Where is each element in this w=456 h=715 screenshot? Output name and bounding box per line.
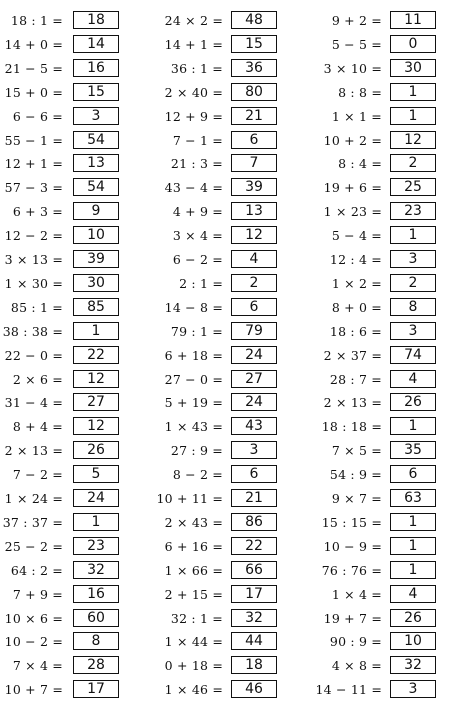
exercise-row <box>300 201 440 225</box>
exercise-expression: 12 + 9 = <box>164 108 223 124</box>
answer-box[interactable]: 1 <box>390 513 436 531</box>
exercise-expression: 2 + 15 = <box>164 586 223 602</box>
exercise-row <box>300 153 440 177</box>
answer-box[interactable]: 23 <box>390 202 436 220</box>
exercise-row <box>0 130 121 154</box>
exercise-expression: 21 − 5 = <box>4 60 63 76</box>
exercise-expression: 15 : 15 = <box>321 514 382 530</box>
exercise-row <box>0 369 121 393</box>
answer-box[interactable]: 6 <box>231 298 277 316</box>
answer-box[interactable]: 14 <box>73 35 119 53</box>
exercise-row <box>148 536 280 560</box>
exercise-row <box>148 321 280 345</box>
exercise-expression: 8 + 0 = <box>331 299 382 315</box>
exercise-expression: 79 : 1 = <box>170 323 223 339</box>
answer-box[interactable]: 85 <box>73 298 119 316</box>
exercise-row <box>300 464 440 488</box>
exercise-row <box>148 584 280 608</box>
answer-box[interactable]: 30 <box>73 274 119 292</box>
answer-box[interactable]: 23 <box>73 537 119 555</box>
answer-box[interactable]: 24 <box>231 346 277 364</box>
exercise-expression: 10 + 7 = <box>4 682 63 698</box>
answer-box[interactable]: 24 <box>231 393 277 411</box>
exercise-row <box>0 440 121 464</box>
exercise-row <box>0 273 121 297</box>
exercise-row <box>300 345 440 369</box>
exercise-expression: 1 × 44 = <box>164 634 223 650</box>
exercise-row <box>148 464 280 488</box>
answer-box[interactable]: 7 <box>231 154 277 172</box>
exercise-row <box>148 82 280 106</box>
answer-box[interactable]: 36 <box>231 59 277 77</box>
exercise-row <box>300 82 440 106</box>
exercise-row <box>0 392 121 416</box>
exercise-expression: 10 × 6 = <box>4 610 63 626</box>
answer-box[interactable]: 6 <box>231 131 277 149</box>
answer-box[interactable]: 24 <box>73 489 119 507</box>
exercise-row <box>0 321 121 345</box>
answer-box[interactable]: 13 <box>231 202 277 220</box>
answer-box[interactable]: 22 <box>73 346 119 364</box>
answer-box[interactable]: 1 <box>390 417 436 435</box>
exercise-row <box>148 106 280 130</box>
exercise-row <box>0 631 121 655</box>
exercise-row <box>300 249 440 273</box>
answer-box[interactable]: 66 <box>231 561 277 579</box>
exercise-expression: 7 + 9 = <box>12 586 63 602</box>
exercise-row <box>148 631 280 655</box>
exercise-expression: 2 × 13 = <box>323 395 382 411</box>
exercise-row <box>300 608 440 632</box>
answer-box[interactable]: 54 <box>73 178 119 196</box>
exercise-row <box>148 249 280 273</box>
exercise-row <box>148 10 280 34</box>
answer-box[interactable]: 3 <box>390 322 436 340</box>
exercise-expression: 21 : 3 = <box>170 156 223 172</box>
answer-box[interactable]: 18 <box>73 11 119 29</box>
exercise-row <box>148 560 280 584</box>
exercise-row <box>148 512 280 536</box>
answer-box[interactable]: 54 <box>73 131 119 149</box>
exercise-row <box>300 392 440 416</box>
answer-box[interactable]: 3 <box>390 250 436 268</box>
answer-box[interactable]: 1 <box>390 83 436 101</box>
exercise-expression: 18 : 6 = <box>329 323 382 339</box>
answer-box[interactable]: 12 <box>73 370 119 388</box>
answer-box[interactable]: 25 <box>390 178 436 196</box>
exercise-expression: 5 − 5 = <box>331 36 382 52</box>
answer-box[interactable]: 1 <box>390 561 436 579</box>
answer-box[interactable]: 8 <box>73 632 119 650</box>
answer-box[interactable]: 13 <box>73 154 119 172</box>
answer-box[interactable]: 12 <box>231 226 277 244</box>
exercise-expression: 2 × 43 = <box>164 514 223 530</box>
exercise-expression: 27 − 0 = <box>164 371 223 387</box>
exercise-row <box>0 679 121 703</box>
answer-box[interactable]: 48 <box>231 11 277 29</box>
exercise-row <box>148 345 280 369</box>
exercise-expression: 5 + 19 = <box>164 395 223 411</box>
exercise-expression: 6 − 2 = <box>172 252 223 267</box>
exercise-expression: 10 + 2 = <box>323 132 382 148</box>
answer-box[interactable]: 10 <box>73 226 119 244</box>
exercise-expression: 8 : 4 = <box>338 156 382 172</box>
exercise-expression: 1 × 66 = <box>164 562 223 578</box>
exercise-row <box>300 58 440 82</box>
exercise-row <box>300 560 440 584</box>
answer-box[interactable]: 1 <box>390 537 436 555</box>
exercise-expression: 55 − 1 = <box>4 132 63 148</box>
answer-box[interactable]: 8 <box>390 298 436 316</box>
exercise-row <box>148 34 280 58</box>
answer-box[interactable]: 17 <box>231 585 277 603</box>
exercise-row <box>148 58 280 82</box>
exercise-expression: 4 × 8 = <box>331 658 382 674</box>
exercise-expression: 7 × 5 = <box>331 443 382 459</box>
exercise-expression: 12 + 1 = <box>4 156 63 172</box>
exercise-expression: 0 + 18 = <box>164 658 223 674</box>
exercise-row <box>148 153 280 177</box>
exercise-row <box>0 584 121 608</box>
exercise-row <box>300 225 440 249</box>
exercise-row <box>300 369 440 393</box>
exercise-expression: 9 × 7 = <box>331 491 382 506</box>
exercise-row <box>0 345 121 369</box>
exercise-row <box>300 536 440 560</box>
answer-box[interactable]: 86 <box>231 513 277 531</box>
exercise-expression: 10 − 2 = <box>4 634 63 650</box>
exercise-row <box>148 369 280 393</box>
exercise-expression: 12 − 2 = <box>4 228 63 244</box>
exercise-expression: 7 × 4 = <box>12 658 63 674</box>
exercise-expression: 1 × 30 = <box>4 275 63 291</box>
exercise-expression: 6 + 16 = <box>164 538 223 554</box>
exercise-row <box>300 297 440 321</box>
exercise-expression: 12 : 4 = <box>329 252 382 267</box>
exercise-expression: 18 : 18 = <box>321 419 382 435</box>
exercise-row <box>148 440 280 464</box>
answer-box[interactable]: 12 <box>390 131 436 149</box>
exercise-row <box>0 488 121 512</box>
exercise-row <box>300 679 440 703</box>
answer-box[interactable]: 2 <box>231 274 277 292</box>
exercise-expression: 43 − 4 = <box>164 180 223 196</box>
exercise-expression: 2 × 13 = <box>4 443 63 459</box>
exercise-row <box>300 130 440 154</box>
exercise-row <box>0 297 121 321</box>
answer-box[interactable]: 16 <box>73 59 119 77</box>
answer-box[interactable]: 21 <box>231 107 277 125</box>
exercise-row <box>300 34 440 58</box>
exercise-row <box>300 416 440 440</box>
exercise-row <box>0 34 121 58</box>
answer-box[interactable]: 63 <box>390 489 436 507</box>
exercise-expression: 2 : 1 = <box>179 275 223 291</box>
exercise-expression: 28 : 7 = <box>329 371 382 387</box>
exercise-row <box>148 608 280 632</box>
exercise-row <box>300 273 440 297</box>
exercise-expression: 1 × 24 = <box>4 491 63 506</box>
answer-box[interactable]: 4 <box>231 250 277 268</box>
answer-box[interactable]: 46 <box>231 680 277 698</box>
answer-box[interactable]: 26 <box>390 393 436 411</box>
answer-box[interactable]: 79 <box>231 322 277 340</box>
exercise-row <box>300 10 440 34</box>
exercise-expression: 3 × 10 = <box>323 60 382 76</box>
exercise-row <box>0 153 121 177</box>
exercise-expression: 1 × 43 = <box>164 419 223 435</box>
answer-box[interactable]: 32 <box>390 656 436 674</box>
answer-box[interactable]: 27 <box>73 393 119 411</box>
exercise-expression: 76 : 76 = <box>321 562 382 578</box>
exercise-expression: 37 : 37 = <box>2 514 63 530</box>
exercise-expression: 14 + 1 = <box>164 36 223 52</box>
exercise-row <box>300 440 440 464</box>
answer-box[interactable]: 15 <box>231 35 277 53</box>
exercise-row <box>300 584 440 608</box>
answer-box[interactable]: 2 <box>390 154 436 172</box>
exercise-row <box>148 225 280 249</box>
answer-box[interactable]: 18 <box>231 656 277 674</box>
exercise-row <box>0 225 121 249</box>
exercise-row <box>148 488 280 512</box>
exercise-expression: 10 + 11 = <box>156 491 223 506</box>
answer-box[interactable]: 3 <box>390 680 436 698</box>
exercise-expression: 27 : 9 = <box>170 443 223 459</box>
exercise-expression: 3 × 4 = <box>172 228 223 244</box>
answer-box[interactable]: 3 <box>73 107 119 125</box>
answer-box[interactable]: 11 <box>390 11 436 29</box>
exercise-expression: 25 − 2 = <box>4 538 63 554</box>
answer-box[interactable]: 35 <box>390 441 436 459</box>
exercise-expression: 1 × 46 = <box>164 682 223 698</box>
exercise-expression: 5 − 4 = <box>331 228 382 244</box>
answer-box[interactable]: 26 <box>73 441 119 459</box>
exercise-expression: 2 × 37 = <box>323 347 382 363</box>
answer-box[interactable]: 28 <box>73 656 119 674</box>
answer-box[interactable]: 16 <box>73 585 119 603</box>
answer-box[interactable]: 6 <box>231 465 277 483</box>
exercise-row <box>148 177 280 201</box>
answer-box[interactable]: 9 <box>73 202 119 220</box>
exercise-row <box>148 297 280 321</box>
exercise-expression: 54 : 9 = <box>329 467 382 483</box>
exercise-expression: 2 × 40 = <box>164 84 223 100</box>
exercise-expression: 22 − 0 = <box>4 347 63 363</box>
exercise-row <box>0 201 121 225</box>
exercise-expression: 7 − 2 = <box>12 467 63 483</box>
exercise-row <box>148 201 280 225</box>
exercise-expression: 14 − 11 = <box>315 682 382 698</box>
exercise-expression: 15 + 0 = <box>4 84 63 100</box>
exercise-row <box>0 249 121 273</box>
exercise-expression: 24 × 2 = <box>164 13 223 28</box>
answer-box[interactable]: 0 <box>390 35 436 53</box>
exercise-expression: 85 : 1 = <box>10 299 63 315</box>
exercise-expression: 1 × 2 = <box>331 275 382 291</box>
exercise-row <box>148 655 280 679</box>
answer-box[interactable]: 1 <box>390 226 436 244</box>
answer-box[interactable]: 1 <box>73 513 119 531</box>
exercise-row <box>0 560 121 584</box>
exercise-row <box>0 512 121 536</box>
answer-box[interactable]: 10 <box>390 632 436 650</box>
exercise-row <box>300 321 440 345</box>
exercise-expression: 8 : 8 = <box>338 84 382 100</box>
exercise-row <box>0 82 121 106</box>
exercise-row <box>300 177 440 201</box>
exercise-expression: 36 : 1 = <box>170 60 223 76</box>
answer-box[interactable]: 43 <box>231 417 277 435</box>
exercise-row <box>0 655 121 679</box>
exercise-expression: 7 − 1 = <box>172 132 223 148</box>
exercise-expression: 14 + 0 = <box>4 36 63 52</box>
exercise-expression: 6 − 6 = <box>12 108 63 124</box>
exercise-expression: 18 : 1 = <box>10 13 63 28</box>
exercise-row <box>148 392 280 416</box>
exercise-expression: 19 + 6 = <box>323 180 382 196</box>
answer-box[interactable]: 15 <box>73 83 119 101</box>
answer-box[interactable]: 80 <box>231 83 277 101</box>
answer-box[interactable]: 12 <box>73 417 119 435</box>
exercise-row <box>148 130 280 154</box>
exercise-expression: 8 + 4 = <box>12 419 63 435</box>
answer-box[interactable]: 30 <box>390 59 436 77</box>
answer-box[interactable]: 74 <box>390 346 436 364</box>
exercise-row <box>300 631 440 655</box>
exercise-row <box>0 10 121 34</box>
exercise-expression: 1 × 4 = <box>331 586 382 602</box>
answer-box[interactable]: 27 <box>231 370 277 388</box>
exercise-expression: 3 × 13 = <box>4 252 63 267</box>
answer-box[interactable]: 44 <box>231 632 277 650</box>
exercise-row <box>0 464 121 488</box>
exercise-row <box>0 177 121 201</box>
answer-box[interactable]: 4 <box>390 370 436 388</box>
exercise-row <box>300 512 440 536</box>
answer-box[interactable]: 60 <box>73 609 119 627</box>
answer-box[interactable]: 21 <box>231 489 277 507</box>
exercise-expression: 1 × 1 = <box>331 108 382 124</box>
exercise-row <box>148 416 280 440</box>
answer-box[interactable]: 22 <box>231 537 277 555</box>
exercise-expression: 6 + 3 = <box>12 204 63 220</box>
answer-box[interactable]: 32 <box>231 609 277 627</box>
exercise-expression: 38 : 38 = <box>2 323 63 339</box>
answer-box[interactable]: 39 <box>231 178 277 196</box>
answer-box[interactable]: 1 <box>73 322 119 340</box>
answer-box[interactable]: 6 <box>390 465 436 483</box>
answer-box[interactable]: 2 <box>390 274 436 292</box>
answer-box[interactable]: 26 <box>390 609 436 627</box>
exercise-row <box>300 655 440 679</box>
answer-box[interactable]: 39 <box>73 250 119 268</box>
exercise-row <box>0 106 121 130</box>
exercise-expression: 9 + 2 = <box>331 13 382 28</box>
answer-box[interactable]: 3 <box>231 441 277 459</box>
exercise-expression: 57 − 3 = <box>4 180 63 196</box>
exercise-expression: 90 : 9 = <box>329 634 382 650</box>
answer-box[interactable]: 1 <box>390 107 436 125</box>
exercise-expression: 10 − 9 = <box>323 538 382 554</box>
exercise-expression: 1 × 23 = <box>323 204 382 220</box>
exercise-expression: 32 : 1 = <box>170 610 223 626</box>
exercise-expression: 31 − 4 = <box>4 395 63 411</box>
exercise-expression: 19 + 7 = <box>323 610 382 626</box>
answer-box[interactable]: 32 <box>73 561 119 579</box>
exercise-row <box>0 608 121 632</box>
exercise-expression: 4 + 9 = <box>172 204 223 220</box>
exercise-expression: 2 × 6 = <box>12 371 63 387</box>
exercise-expression: 14 − 8 = <box>164 299 223 315</box>
answer-box[interactable]: 4 <box>390 585 436 603</box>
exercise-expression: 6 + 18 = <box>164 347 223 363</box>
exercise-row <box>0 536 121 560</box>
exercise-row <box>0 58 121 82</box>
exercise-expression: 8 − 2 = <box>172 467 223 483</box>
exercise-row <box>148 273 280 297</box>
exercise-row <box>0 416 121 440</box>
exercise-row <box>148 679 280 703</box>
exercise-row <box>300 106 440 130</box>
exercise-expression: 64 : 2 = <box>10 562 63 578</box>
answer-box[interactable]: 5 <box>73 465 119 483</box>
answer-box[interactable]: 17 <box>73 680 119 698</box>
exercise-row <box>300 488 440 512</box>
